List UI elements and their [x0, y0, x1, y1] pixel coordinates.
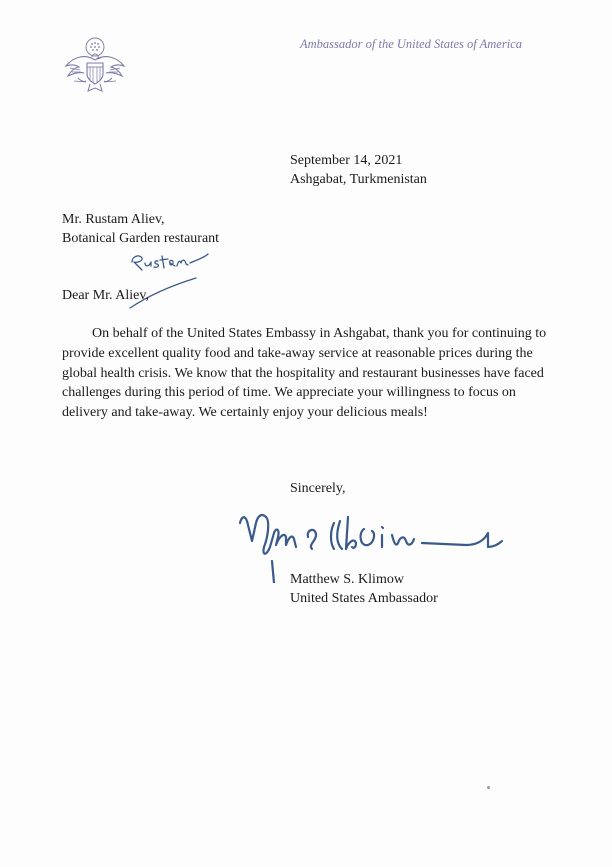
- letterhead-title: Ambassador of the United States of America: [300, 37, 522, 51]
- signer-name: Matthew S. Klimow: [290, 572, 404, 587]
- great-seal-icon: [62, 34, 128, 98]
- letter-place: Ashgabat, Turkmenistan: [290, 172, 427, 187]
- recipient-organization: Botanical Garden restaurant: [62, 231, 220, 246]
- letter-date: September 14, 2021: [290, 153, 403, 168]
- salutation: Dear Mr. Aliev,: [62, 288, 149, 303]
- closing: Sincerely,: [290, 481, 346, 496]
- paper-speck: [487, 786, 490, 789]
- recipient-name: Mr. Rustam Aliev,: [62, 212, 165, 227]
- letter-body: On behalf of the United States Embassy in Ashgabat, thank you for continuing to provide excellent quality food and take-away service at reasonable prices during the global health crisis. We know that the hospitality and restaurant businesses have faced challenges during this period of time. We appreciate your willingness to focus on delivery and take-away. We certainly enjoy your delicious meals!: [62, 326, 547, 421]
- signer-title: United States Ambassador: [290, 591, 438, 606]
